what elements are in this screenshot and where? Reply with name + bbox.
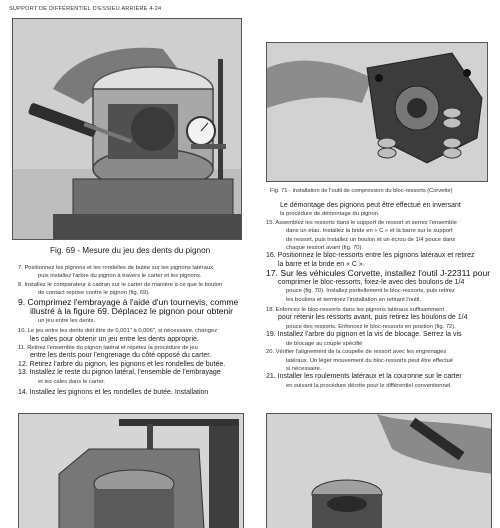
step-21-line1: 21. Installer les roulements latéraux et la couronne sur le carter xyxy=(266,373,462,381)
step-10-line2: les cales pour obtenir un jeu entre les dents approprié. xyxy=(30,335,199,343)
step-14: 14. Installez les pignons et les rondelles de butée. Installation xyxy=(18,389,209,397)
step-19-line2: de blocage au couple spécifié xyxy=(286,340,363,347)
step-7-line1: 7. Positionnez les pignons et les rondelles de butée sur les pignons latéraux, xyxy=(18,265,215,271)
fig71-caption: Fig. 71 - Installation de l'outil de compression du bloc-ressorts (Corvette) xyxy=(270,188,453,194)
step-17-line3: pouce (fig. 70). Installez partiellement le bloc-ressorts, puis retirez xyxy=(286,288,455,295)
step-16-line1: 16. Positionnez le bloc-ressorts entre les pignons latéraux et retirez xyxy=(266,252,475,260)
step-17-line1: 17. Sur les véhicules Corvette, installez l'outil J-22311 pour xyxy=(266,268,491,279)
step-11-line1: 11. Retirez l'ensemble du pignon latéral et répétez la procédure de jeu xyxy=(18,345,198,352)
step-18-line1: 18. Enfoncez le bloc-ressorts dans les pignons latéraux suffisamment xyxy=(266,307,445,314)
step-19-line1: 19. Installez l'arbre du pignon et la vis de blocage. Serrez la vis xyxy=(266,331,462,339)
step-20-line3: si nécessaire. xyxy=(286,365,322,372)
step-8-line1: 8. Installez le comparateur à cadran sur le carter de manière à ce que le bouton xyxy=(18,281,223,288)
bottom-left-photo xyxy=(18,413,244,528)
fig69-caption: Fig. 69 - Mesure du jeu des dents du pignon xyxy=(50,246,211,255)
step-21-line2: en suivant la procédure décrite pour le différentiel conventionnel. xyxy=(286,382,452,389)
step-9-line3: un jeu entre les dents. xyxy=(38,317,96,324)
bottom-right-photo xyxy=(266,413,492,528)
step-9-line1: 9. Comprimez l'embrayage à l'aide d'un tournevis, comme xyxy=(18,296,239,307)
step-8-line2: de contact repose contre le pignon (fig. 69). xyxy=(38,290,150,297)
right-column xyxy=(266,202,494,390)
fig69-photo xyxy=(12,18,242,240)
step-15-line3: de ressort, puis installez un boulon et un écrou de 1/4 pouce dans xyxy=(286,236,456,243)
step-15-line2: dans un étau. Installez la bride en « C » et la barre sur le support xyxy=(286,228,453,235)
step-10-line1: 10. Le jeu entre les dents doit être de 0,001" à 0,006", si nécessaire, changez xyxy=(18,328,218,335)
intro-line2: la procédure de démontage du pignon. xyxy=(280,211,380,218)
step-15-line4: chaque ressort avant (fig. 70). xyxy=(286,245,364,252)
step-15-line1: 15. Assemblez les ressorts dans le support de ressort et serrez l'ensemble xyxy=(266,219,457,226)
step-13-line1: 13. Installez le reste du pignon latéral, l'ensemble de l'embrayage xyxy=(18,369,221,377)
step-20-line2: latéraux. Un léger mouvement du bloc-ressorts peut être effectué xyxy=(286,357,454,364)
step-20-line1: 20. Vérifier l'alignement de la coupelle de ressort avec les engrenages xyxy=(266,349,447,356)
step-12: 12. Retirez l'arbre du pignon, les pignons et les rondelles de butée. xyxy=(18,360,226,368)
step-7-line2: puis installez l'arbre du pignon à travers le carter et les pignons. xyxy=(38,273,202,280)
intro-line1: Le démontage des pignons peut être effectué en inversant xyxy=(280,202,461,209)
page-header: SUPPORT DE DIFFÉRENTIEL D'ESSIEU ARRIÈRE 4-24 xyxy=(9,6,162,12)
left-column xyxy=(18,264,244,397)
step-13-line2: et les cales dans le carter. xyxy=(38,378,106,385)
step-17-line2: comprimer le bloc-ressorts, fixez-le avec des boulons de 1/4 xyxy=(278,278,465,286)
step-18-line3: pouce des ressorts. Enfoncez le bloc-ressorts en position (fig. 72). xyxy=(286,323,456,330)
step-18-line2: pour retenir les ressorts avant, puis retirez les boulons de 1/4 xyxy=(278,314,468,322)
step-9-line2: illustré à la figure 69. Déplacez le pignon pour obtenir xyxy=(30,306,234,317)
step-17-line4: les boulons et terminez l'installation en retirant l'outil. xyxy=(286,296,421,303)
step-16-line2: la barre et la bride en « C ». xyxy=(278,260,365,268)
fig71-photo xyxy=(266,42,488,182)
step-11-line2: entre les dents pour l'engrenage du côté opposé du carter. xyxy=(30,352,212,360)
